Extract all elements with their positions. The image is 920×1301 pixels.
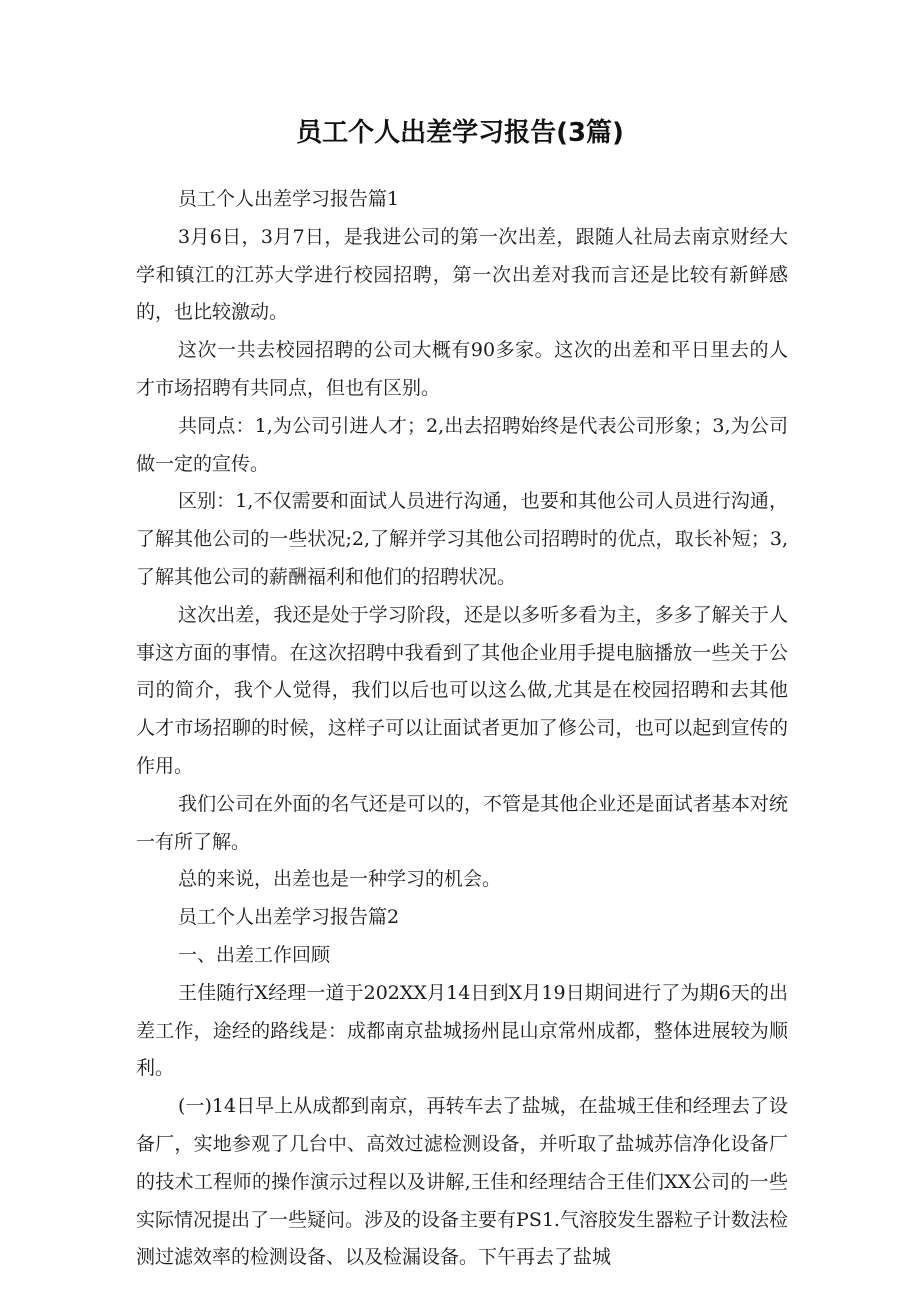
paragraph: 这次出差，我还是处于学习阶段，还是以多听多看为主，多多了解关于人事这方面的事情。在这次招聘中我看到了其他企业用手提电脑播放一些关于公司的简介，我个人觉得，我们以后也可以这么做,尤其是在校园招聘和去其他人才市场招聊的时候，这样子可以让面试者更加了修公司，也可以起到宣传的作用。 bbox=[136, 603, 788, 777]
section-heading-2: 员工个人出差学习报告篇2 bbox=[178, 906, 400, 929]
paragraph: 总的来说，出差也是一种学习的机会。 bbox=[178, 868, 502, 891]
section-heading-1: 员工个人出差学习报告篇1 bbox=[178, 188, 400, 210]
paragraph: 共同点：1,为公司引进人才；2,出去招聘始终是代表公司形象；3,为公司做一定的宣传。 bbox=[136, 414, 788, 475]
paragraph: 我们公司在外面的名气还是可以的，不管是其他企业还是面试者基本对统一有所了解。 bbox=[136, 792, 788, 853]
document-title: 员工个人出差学习报告(3篇) bbox=[296, 118, 624, 148]
paragraph: 3月6日，3月7日，是我进公司的第一次出差，跟随人社局去南京财经大学和镇江的江苏大学进行校园招聘，第一次出差对我而言还是比较有新鲜感的，也比较激动。 bbox=[136, 225, 788, 324]
paragraph: 区别：1,不仅需要和面试人员进行沟通，也要和其他公司人员进行沟通，了解其他公司的一些状况;2,了解并学习其他公司招聘时的优点，取长补短；3,了解其他公司的薪酬福利和他们的招聘状况。 bbox=[136, 490, 788, 588]
document-body bbox=[136, 181, 788, 1277]
subsection-heading: 一、出差工作回顾 bbox=[178, 943, 331, 966]
paragraph: (一)14日早上从成都到南京，再转车去了盐城，在盐城王佳和经理去了设备厂，实地参观了几台中、高效过滤检测设备，并听取了盐城苏信净化设备厂的技术工程师的操作演示过程以及讲解,王佳和经理结合王佳们XX公司的一些实际情况提出了一些疑问。涉及的设备主要有PS1.气溶胶发生器粒子计数法检测过滤效率的检测设备、以及检漏设备。下午再去了盐城 bbox=[136, 1095, 788, 1269]
paragraph: 这次一共去校园招聘的公司大概有90多家。这次的出差和平日里去的人才市场招聘有共同点，但也有区别。 bbox=[136, 339, 788, 399]
paragraph: 王佳随行X经理一道于202XX月14日到X月19日期间进行了为期6天的出差工作，途经的路线是：成都南京盐城扬州昆山京常州成都，整体进展较为顺利。 bbox=[136, 981, 788, 1080]
